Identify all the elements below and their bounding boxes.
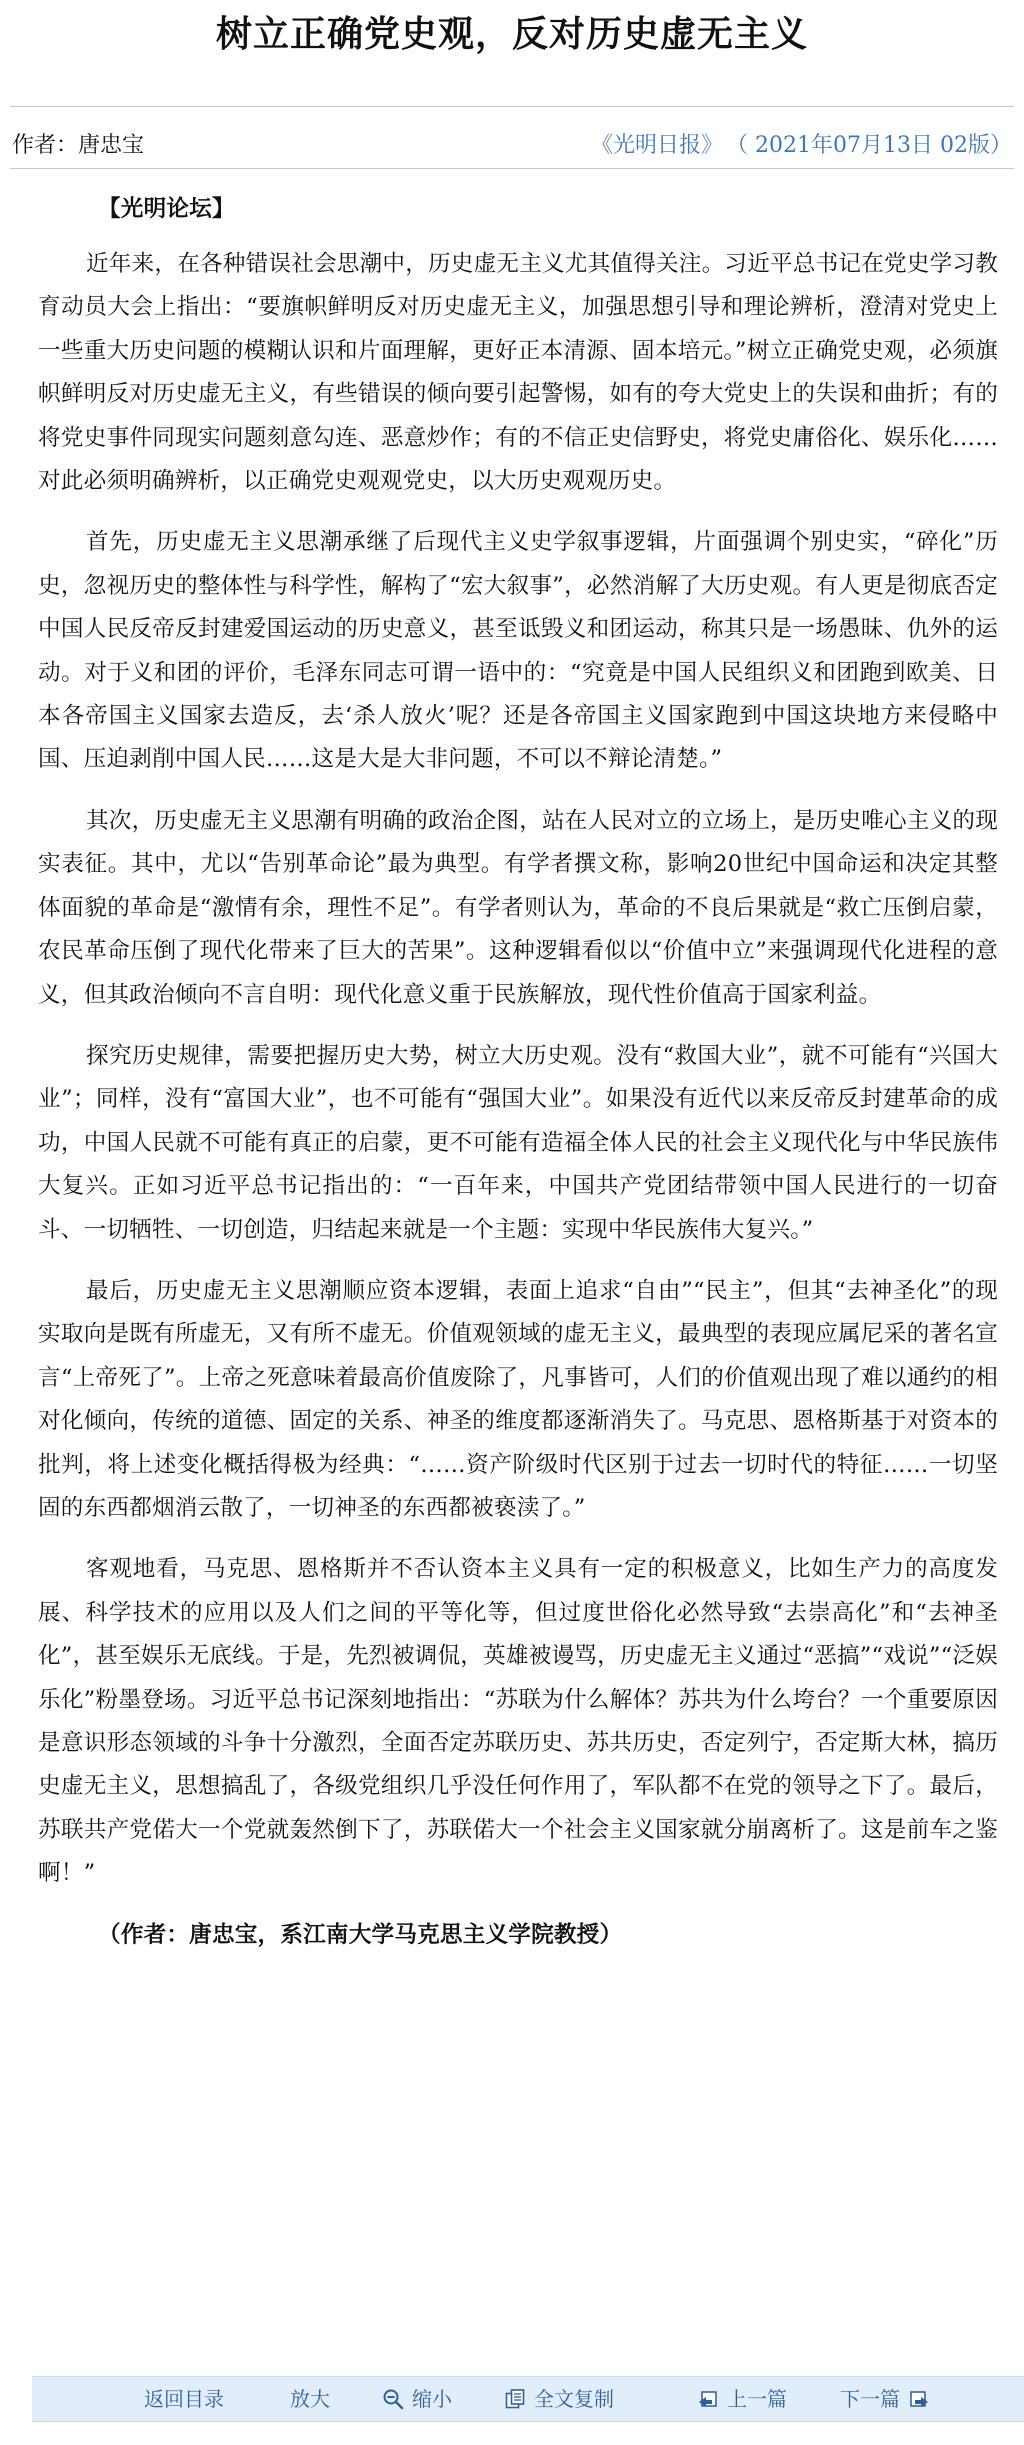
meta-divider (10, 168, 1014, 169)
author-signature: （作者：唐忠宝，系江南大学马克思主义学院教授） (98, 1921, 623, 1948)
article-body (38, 188, 998, 1957)
article-toolbar (32, 2376, 1024, 2422)
zoom-out-button[interactable] (382, 2377, 452, 2421)
column-tag: 【光明论坛】 (98, 196, 235, 222)
next-article-button[interactable] (840, 2377, 930, 2421)
article-title: 树立正确党史观，反对历史虚无主义 (215, 13, 808, 55)
author-line: 作者：唐忠宝 (12, 133, 145, 158)
back-to-index-button[interactable] (144, 2377, 224, 2421)
zoom-in-button[interactable] (290, 2377, 330, 2421)
source-info (591, 126, 1012, 166)
paragraph-5: 最后，历史虚无主义思潮顺应资本逻辑，表面上追求“自由”“民主”，但其“去神圣化”的现实取向是既有所虚无，又有所不虚无。价值观领域的虚无主义，最典型的表现应属尼采的著名宣言“上帝死了”。上帝之死意味着最高价值废除了，凡事皆可，人们的价值观出现了难以通约的相对化倾向，传统的道德、固定的关系、神圣的维度都逐渐消失了。马克思、恩格斯基于对资本的批判，将上述变化概括得极为经典：“……资产阶级时代区别于过去一切时代的特征……一切坚固的东西都烟消云散了，一切神圣的东西都被亵渎了。” (38, 1277, 998, 1521)
article-meta (12, 126, 1012, 166)
source-link[interactable]: 《光明日报》 (591, 133, 724, 158)
copy-full-text-label: 全文复制 (534, 2387, 614, 2411)
paragraph-6: 客观地看，马克思、恩格斯并不否认资本主义具有一定的积极意义，比如生产力的高度发展、科学技术的应用以及人们之间的平等化等，但过度世俗化必然导致“去崇高化”和“去神圣化”，甚至娱乐无底线。于是，先烈被调侃，英雄被谩骂，历史虚无主义通过“恶搞”“戏说”“泛娱乐化”粉墨登场。习近平总书记深刻地指出：“苏联为什么解体？苏共为什么垮台？一个重要原因是意识形态领域的斗争十分激烈，全面否定苏联历史、苏共历史，否定列宁，否定斯大林，搞历史虚无主义，思想搞乱了，各级党组织几乎没任何作用了，军队都不在党的领导之下了。最后，苏联共产党偌大一个党就轰然倒下了，苏联偌大一个社会主义国家就分崩离析了。这是前车之鉴啊！” (38, 1556, 998, 1887)
title-divider (10, 106, 1014, 107)
next-article-label: 下一篇 (840, 2387, 900, 2411)
paragraph-2: 首先，历史虚无主义思潮承继了后现代主义史学叙事逻辑，片面强调个别史实，“碎化”历史，忽视历史的整体性与科学性，解构了“宏大叙事”，必然消解了大历史观。有人更是彻底否定中国人民反帝反封建爱国运动的历史意义，甚至诋毁义和团运动，称其只是一场愚昧、仇外的运动。对于义和团的评价，毛泽东同志可谓一语中的：“究竟是中国人民组织义和团跑到欧美、日本各帝国主义国家去造反，去‘杀人放火’呢？还是各帝国主义国家跑到中国这块地方来侵略中国、压迫剥削中国人民……这是大是大非问题，不可以不辩论清楚。” (38, 529, 998, 773)
source-date: （ 2021年07月13日 02版） (737, 133, 1012, 158)
paragraph-1: 近年来，在各种错误社会思潮中，历史虚无主义尤其值得关注。习近平总书记在党史学习教育动员大会上指出：“要旗帜鲜明反对历史虚无主义，加强思想引导和理论辨析，澄清对党史上一些重大历史问题的模糊认识和片面理解，更好正本清源、固本培元。”树立正确党史观，必须旗帜鲜明反对历史虚无主义，有些错误的倾向要引起警惕，如有的夸大党史上的失误和曲折；有的将党史事件同现实问题刻意勾连、恶意炒作；有的不信正史信野史，将党史庸俗化、娱乐化……对此必须明确辨析，以正确党史观观党史，以大历史观观历史。 (38, 251, 998, 495)
zoom-in-label: 放大 (290, 2387, 330, 2411)
arrow-left-icon (697, 2388, 719, 2410)
document-copy-icon (504, 2388, 526, 2410)
copy-full-text-button[interactable] (504, 2377, 614, 2421)
paragraph-3: 其次，历史虚无主义思潮有明确的政治企图，站在人民对立的立场上，是历史唯心主义的现实表征。其中，尤以“告别革命论”最为典型。有学者撰文称，影响20世纪中国命运和决定其整体面貌的革命是“激情有余，理性不足”。有学者则认为，革命的不良后果就是“救亡压倒启蒙，农民革命压倒了现代化带来了巨大的苦果”。这种逻辑看似以“价值中立”来强调现代化进程的意义，但其政治倾向不言自明：现代化意义重于民族解放，现代性价值高于国家利益。 (38, 807, 998, 1008)
magnifier-minus-icon (382, 2388, 404, 2410)
back-to-index-label: 返回目录 (144, 2387, 224, 2411)
previous-article-button[interactable] (697, 2377, 787, 2421)
previous-article-label: 上一篇 (727, 2387, 787, 2411)
zoom-out-label: 缩小 (412, 2387, 452, 2411)
arrow-right-icon (908, 2388, 930, 2410)
paragraph-4: 探究历史规律，需要把握历史大势，树立大历史观。没有“救国大业”，就不可能有“兴国大业”；同样，没有“富国大业”，也不可能有“强国大业”。如果没有近代以来反帝反封建革命的成功，中国人民就不可能有真正的启蒙，更不可能有造福全体人民的社会主义现代化与中华民族伟大复兴。正如习近平总书记指出的：“一百年来，中国共产党团结带领中国人民进行的一切奋斗、一切牺牲、一切创造，归结起来就是一个主题：实现中华民族伟大复兴。” (38, 1042, 998, 1243)
